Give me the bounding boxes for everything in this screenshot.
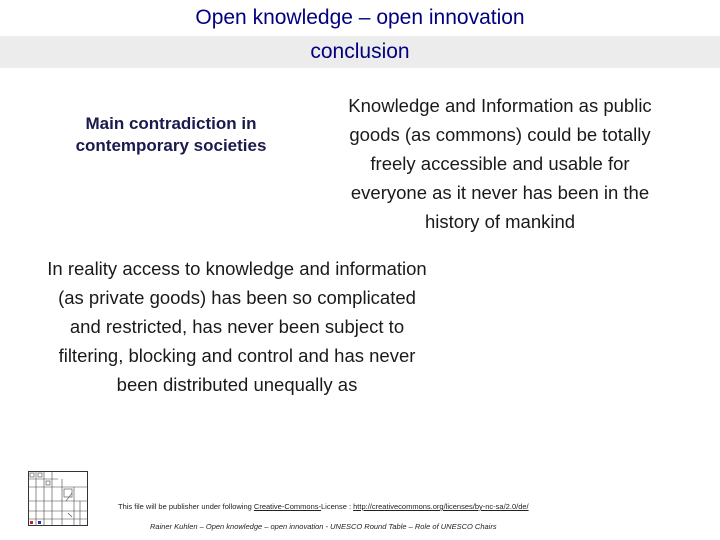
license-note: [118, 502, 698, 511]
author-footer-text: Rainer Kuhlen – Open knowledge – open innovation - UNESCO Round Table – Role of UNESCO Chairs: [150, 522, 497, 531]
right-paragraph-line: history of mankind: [424, 211, 576, 232]
right-paragraph: [328, 91, 672, 236]
bottom-paragraph-line: (as private goods) has been so complicated: [58, 287, 416, 308]
author-footer: [150, 522, 690, 531]
license-prefix: This file will be publisher under following: [118, 502, 254, 511]
license-url-link[interactable]: http://creativecommons.org/licenses/by-nc-sa/2.0/de/: [353, 502, 529, 511]
right-paragraph-line: Knowledge and Information as public: [348, 95, 652, 116]
bottom-paragraph-line: In reality access to knowledge and information: [47, 258, 427, 279]
bottom-paragraph-line: been distributed unequally as: [116, 374, 358, 395]
right-paragraph-line: freely accessible and usable for: [370, 153, 630, 174]
bottom-paragraph-line: filtering, blocking and control and has never: [58, 345, 416, 366]
right-paragraph-line: everyone as it never has been in the: [350, 182, 650, 203]
license-middle: License :: [321, 502, 354, 511]
slide-title-line-2: [0, 36, 720, 68]
left-heading: [40, 113, 302, 157]
left-heading-line: contemporary societies: [75, 136, 267, 155]
right-paragraph-line: goods (as commons) could be totally: [349, 124, 651, 145]
creative-commons-link[interactable]: Creative-Commons-: [253, 502, 322, 511]
grid-logo-icon: [28, 471, 88, 526]
left-heading-line: Main contradiction in: [85, 114, 257, 133]
slide-title-text-1: Open knowledge – open innovation: [195, 6, 525, 29]
bottom-paragraph: [22, 254, 452, 399]
slide-title-line-1: [0, 0, 720, 37]
bottom-paragraph-line: and restricted, has never been subject to: [69, 316, 405, 337]
slide-title-text-2: conclusion: [310, 40, 410, 63]
